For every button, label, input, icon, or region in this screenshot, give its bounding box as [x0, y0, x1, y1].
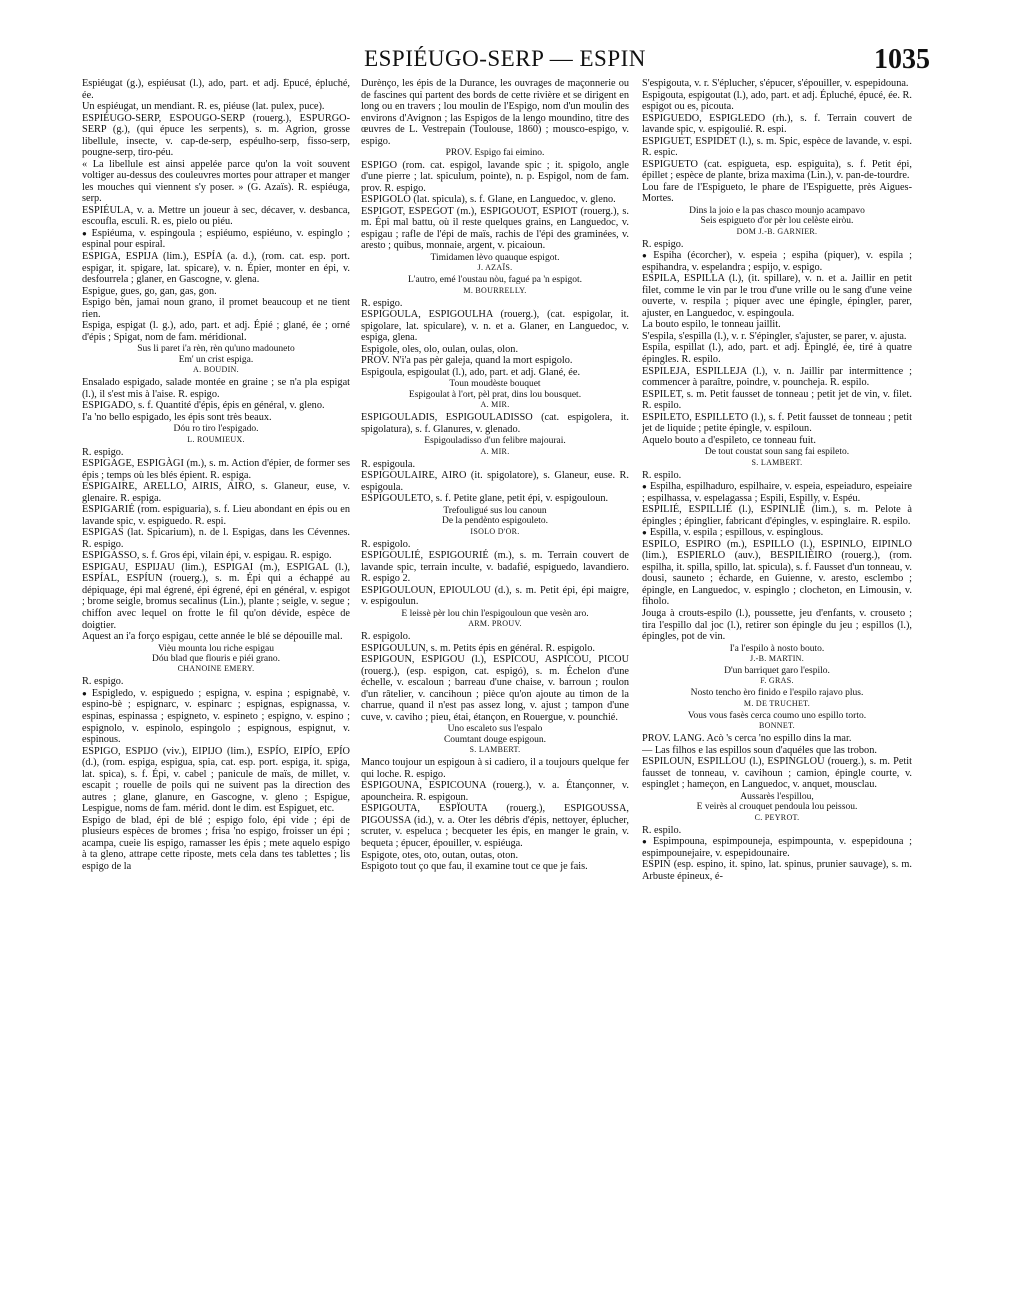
dictionary-entry: ESPIGAIRE, ARELLO, AIRIS, AIRO, s. Glaneur, euse, v. glenaire. R. espiga. — [82, 481, 350, 504]
page-number: 1035 — [874, 44, 930, 75]
dictionary-entry: Espigoto tout ço que fau, il examine tout ce que je fais. — [361, 861, 588, 873]
quote-author: M. BOURRELLY. — [463, 285, 527, 295]
dictionary-entry: S'espigouta, v. r. S'éplucher, s'épucer, s'épouiller, v. espepidouna. — [642, 78, 909, 89]
quote-author: J.-B. MARTIN. — [749, 654, 805, 664]
verse-quote: E leissè pèr lou chin l'espigouloun que vesèn aro. — [401, 608, 589, 619]
column-left — [82, 78, 350, 1243]
verse-quote: Sus li paret i'a rèn, rèn qu'uno madouneto Em' un crist espiga. — [137, 344, 295, 365]
quote-author: F. GRAS. — [760, 676, 794, 686]
dictionary-entry: PROV. LANG. Acò 's cerca 'no espillo dins la mar. — [642, 733, 852, 745]
quote-author: C. PEYROT. — [754, 812, 800, 822]
quote-author: S. LAMBERT. — [469, 745, 521, 755]
dictionary-entry: ESPIGOULOUN, EPIOULOU (d.), s. m. Petit épi, épi maigre, v. espigoulun. — [361, 584, 629, 608]
quote-author: ISOLO D'OR. — [470, 526, 520, 536]
dictionary-entry: ESPIÉULA, v. a. Mettre un joueur à sec, décaver, v. desbanca, escoufla, esculi. R. es, pielo ou piéu. — [82, 204, 350, 228]
column-middle — [361, 78, 629, 1243]
dictionary-entry: ESPILEJA, ESPILLEJA (l.), v. n. Jaillir par intermittence ; commencer à paraître, poindre, v. pouncheja. R. espilo. — [642, 365, 912, 389]
verse-quote: Dóu ro tiro l'espigado. — [173, 424, 259, 435]
verse-quote: Toun moudèste bouquet Espigoulat à l'ort, pèl prat, dins lou bousquet. — [408, 379, 582, 400]
dictionary-entry: ESPIGAU, ESPIJAU (lim.), ESPIGAI (m.), ESPIGAL (l.), ESPÍAL, ESPÍUN (rouerg.), s. m. Épi qui a échappé au dépiquage, épi mal égrené, épi égrené, épi en général, v. espigot ; brome seigle, bromus secalinus (Lin.), plante ; seigle, v. segue ; chiffon avec lequel on frotte le fil qu'on dévide, espèce de doigtier. — [82, 561, 350, 631]
cross-reference-entry: ● Espilla, v. espila ; espillous, v. espinglous. — [642, 527, 912, 539]
verse-quote: Vièu mounta lou riche espigau Dóu blad que flouris e piéi grano. — [152, 643, 280, 665]
verse-quote: Vous vous fasès cerca coumo uno espillo torto. — [687, 710, 867, 721]
dictionary-entry: ESPIGARIÉ (rom. espiguaria), s. f. Lieu abondant en épis ou en lavande spic, v. espiguedo. R. espi. — [82, 504, 350, 527]
verse-quote: I'a l'espilo à nosto bouto. — [729, 643, 825, 654]
dictionary-entry: — Las filhos e las espillos soun d'aquéles que las trobon. — [642, 744, 877, 756]
dictionary-entry: ESPILO, ESPIRO (m.), ESPILLO (l.), ESPINLO, EIPINLO (lim.), ESPIERLO (auv.), BESPILIÈIRO (rouerg.), (rom. espilha, it. spilla, spillo, lat. spicula), s. f. Fausset d'un tonneau, v. dousi, sauneto ; écharde, en Guienne, v. aresto, esclembo ; épingle, en Languedoc, v. espinglo ; clocheton, en Limousin, v. fiholo. — [642, 538, 912, 608]
quote-author: A. BOUDIN. — [193, 365, 239, 375]
verse-quote: Aussarès l'espillou, E veirès al crouquet pendoula lou peissou. — [696, 791, 858, 813]
dictionary-entry: R. espigolo. — [361, 631, 411, 643]
dictionary-entry: ESPIGUETO (cat. espigueta, esp. espiguita), s. f. Petit épi, épillet ; espèce de plante, briza maxima (Lin.), v. pan-de-tourdre. — [642, 158, 912, 182]
dictionary-entry: Manco toujour un espigoun à si cadiero, il a toujours quelque fer qui loche. R. espigo. — [361, 757, 629, 780]
dictionary-entry: ESPIGOLO (lat. spicula), s. f. Glane, en Languedoc, v. gleno. — [361, 194, 616, 206]
dictionary-entry: ESPILETO, ESPILLETO (l.), s. f. Petit fausset de tonneau ; petit jet de liquide ; petite épingle, v. espiloun. — [642, 411, 912, 435]
dictionary-entry: ESPIGUEDO, ESPIGLEDO (rh.), s. f. Terrain couvert de lavande spic, v. espigoulié. R. espi. — [642, 112, 912, 136]
dictionary-entry: Durènço, les épis de la Durance, les ouvrages de maçonnerie ou de fascines qui partent des bords de cette rivière et se dirigent en long ou en travers ; lou moulin de l'Espigo, nom d'un moulin des environs d'Avignon ; las Espigos de la lengo moundino, titre des œuvres de L. Vestrepain (Toulouse, 1860) ; mousco-espigo, v. espigo. — [361, 78, 629, 147]
dictionary-entry: S'espila, s'espilla (l.), v. r. S'épingler, s'ajuster, se parer, v. ajusta. — [642, 330, 907, 342]
dictionary-entry: ESPIGOT, ESPEGOT (m.), ESPIGOUOT, ESPIOT (rouerg.), s. m. Épi mal battu, où il reste quelques grains, en Languedoc, v. espigau ; rafle de l'épi de maïs, rachis de l'épi des graminées, v. aresto ; quibus, monnaie, argent, v. picaioun. — [361, 205, 629, 252]
dictionary-entry: ESPIÉUGO-SERP, ESPOUGO-SERP (rouerg.), ESPURGO-SERP (g.), (qui épuce les serpents), s. m. Agrion, grosse libellule, insecte, v. cap-de-serp, espéulho-serp, fisso-serp, pougne-serp, tiro-péu. — [82, 112, 350, 159]
dictionary-entry: R. espigolo. — [361, 538, 411, 550]
dictionary-entry: ESPIGOULA, ESPIGOULHA (rouerg.), (cat. espigolar, it. spigolare, lat. spiculare), v. n. et a. Glaner, en Languedoc, v. espiga, glena. — [361, 309, 629, 344]
quote-author: DOM J.-B. GARNIER. — [736, 226, 818, 236]
dictionary-entry: Espila, espillat (l.), ado, part. et adj. Épinglé, ée, tiré à quatre épingles. R. espilo. — [642, 342, 912, 365]
dictionary-entry: Un espiéugat, un mendiant. R. es, piéuse (lat. pulex, puce). — [82, 101, 325, 113]
dictionary-entry: ESPIGOULETO, s. f. Petite glane, petit épi, v. espigouloun. — [361, 493, 609, 505]
quote-author: J. AZAÏS. — [477, 263, 513, 273]
verse-quote: De tout coustat soun sang fai espileto. — [704, 447, 850, 458]
cross-reference-entry: ● Espiha (écorcher), v. espeia ; espiha (piquer), v. espila ; espihandra, v. espelandra ; espijo, v. espigo. — [642, 250, 912, 273]
dictionary-entry: R. espigo. — [642, 238, 684, 250]
verse-quote: Uno escaleto sus l'espalo Coumtant douge espigoun. — [443, 724, 547, 745]
dictionary-entry: Jouga à crouts-espilo (l.), poussette, jeu d'enfants, v. crouseto ; tira l'espillo dal joc (l.), retirer son épingle du jeu ; espillos (l.), épingles, pot de vin. — [642, 608, 912, 643]
dictionary-entry: ESPIGOUNA, ESPICOUNA (rouerg.), v. a. Étançonner, v. apouncheira. R. espigoun. — [361, 780, 629, 803]
dictionary-entry: R. espigo. — [361, 297, 403, 309]
dictionary-entry: ESPIGOULAIRE, AIRO (it. spigolatore), s. Glaneur, euse. R. espigoula. — [361, 470, 629, 493]
dictionary-entry: ESPILET, s. m. Petit fausset de tonneau ; petit jet de vin, v. filet. R. espilo. — [642, 388, 912, 412]
dictionary-entry: PROV. N'i'a pas pèr galeja, quand la mort espigolo. — [361, 355, 573, 367]
cross-reference-entry: ● Espimpouna, espimpouneja, espimpounta, v. espepidouna ; espimpounejaire, v. espepidounaire. — [642, 836, 912, 859]
cross-reference-entry: ● Espilha, espilhaduro, espilhaire, v. espeia, espeiaduro, espeiaire ; espilhassa, v. espelagassa ; Espili, Espilly, v. Espéu. — [642, 481, 912, 504]
page-header — [80, 44, 930, 76]
dictionary-entry: ESPIGOUN, ESPIGOU (l.), ESPICOU, ASPICOU, PICOU (rouerg.), (esp. espigon, cat. espigó), s. m. Échelon d'une échelle, v. escaloun ; barreau d'une chaise, v. barroun ; roulon d'un râtelier, v. cancihoun ; pièce qu'on ajoute au timon de la charrue, quand il n'est pas assez long, v. ajust ; tampon d'une cuve, v. caviho ; pieu, étai, étançon, en Rouergue, v. pounchié. — [361, 654, 629, 723]
dictionary-entry: Ensalado espigado, salade montée en graine ; se n'a pla espigat (l.), il s'est mis à l'aise. R. espigo. — [82, 377, 350, 400]
dictionary-entry: R. espigo. — [82, 676, 124, 688]
verse-quote: Timidamen lèvo quauque espigot. — [430, 252, 560, 263]
dictionary-entry: R. espilo. — [642, 824, 682, 836]
quote-author: CHANOINE EMERY. — [177, 664, 255, 674]
verse-quote: PROV. Espigo fai eimino. — [445, 148, 545, 159]
dictionary-entry: ESPILIÉ, ESPILLIÉ (l.), ESPINLIÉ (lim.), s. m. Pelote à épingles ; épinglier, fabricant d'épingles, v. espinglaire. R. espilo. — [642, 504, 912, 527]
verse-quote: Trefouligué sus lou canoun De la pendènto espigouleto. — [441, 505, 549, 527]
quote-author: S. LAMBERT. — [751, 457, 803, 467]
dictionary-entry: ESPIGOULIÉ, ESPIGOURIÉ (m.), s. m. Terrain couvert de lavande spic, terrain inculte, v. badafié, espiguedo, lavandiero. R. espigo 2. — [361, 550, 629, 585]
dictionary-entry: ESPIGAGE, ESPIGÀGI (m.), s. m. Action d'épier, de former ses épis ; temps où les blés épient. R. espiga. — [82, 458, 350, 481]
dictionary-entry: « La libellule est ainsi appelée parce qu'on la voit souvent voltiger au-dessus des couleuvres mortes pour attraper et manger les mouches qui viennent s'y poser. » (G. Azaïs). R. espiéuga, serp. — [82, 158, 350, 205]
quote-author: ARM. PROUV. — [468, 619, 522, 629]
verse-quote: Nosto tencho èro finido e l'espilo rajavo plus. — [690, 688, 864, 699]
dictionary-entry: ESPIGASSO, s. f. Gros épi, vilain épi, v. espigau. R. espigo. — [82, 550, 332, 562]
dictionary-entry: Lou fare de l'Espigueto, le phare de l'Espiguette, près Aigues-Mortes. — [642, 181, 912, 205]
quote-author: M. DE TRUCHET. — [743, 698, 811, 708]
dictionary-entry: Aquest an i'a forço espigau, cette année le blé se dépouille mal. — [82, 631, 343, 643]
dictionary-entry: ESPIGADO, s. f. Quantité d'épis, épis en général, v. gleno. — [82, 400, 325, 412]
dictionary-entry: ESPILOUN, ESPILLOU (l.), ESPINGLOU (rouerg.), s. m. Petit fausset de tonneau, v. cavihoun ; camion, épingle courte, v. espinglet ; hameçon, en Languedoc, v. anquet, mousclau. — [642, 756, 912, 791]
running-title: ESPIÉUGO-SERP — ESPIN — [364, 46, 646, 71]
dictionary-entry: Espigouta, espigoutat (l.), ado, part. et adj. Épluché, épucé, ée. R. espigot ou es, picouta. — [642, 89, 912, 113]
verse-quote: D'un barriquet garo l'espilo. — [724, 665, 830, 676]
dictionary-entry: ESPILA, ESPILLA (l.), (it. spillare), v. n. et a. Jaillir en petit filet, comme le vin par le trou d'une vrille ou le sang d'une veine ouverte, v. respila ; piquer avec une épingle, épingler, parer, ajuster, en Languedoc, v. espingoula. — [642, 273, 912, 319]
dictionary-entry: Espigo bèn, jamai noun grano, il promet beaucoup et ne tient rien. — [82, 297, 350, 320]
quote-author: A. MIR. — [480, 446, 510, 456]
dictionary-entry: ESPIN (esp. espino, it. spino, lat. spinus, prunier sauvage), s. m. Arbuste épineux, é- — [642, 859, 912, 882]
dictionary-entry: ESPIGUET, ESPIDET (l.), s. m. Spic, espèce de lavande, v. espi. R. espic. — [642, 135, 912, 159]
dictionary-entry: R. espigoula. — [361, 458, 416, 470]
cross-reference-entry: ● Espigledo, v. espiguedo ; espigna, v. espina ; espignabè, v. espino-bè ; espignarc, v. espinarc ; espignas, espignassa, v. espinas, espinassa ; espigneto, v. espineto ; espigno, v. espino ; espignolo, v. espinolo, espingolo ; espignous, espignut, v. espinous. — [82, 688, 350, 746]
dictionary-entry: R. espilo. — [642, 469, 682, 481]
dictionary-entry: R. espigo. — [82, 446, 124, 458]
dictionary-entry: ESPIGAS (lat. Spicarium), n. de l. Espigas, dans les Cévennes. R. espigo. — [82, 527, 350, 550]
dictionary-entry: I'a 'no bello espigado, les épis sont très beaux. — [82, 411, 272, 423]
dictionary-entry: ESPIGO (rom. cat. espigol, lavande spic ; it. spigolo, angle d'une pierre ; lat. spiculum, pointe), n. p. Espigol, nom de fam. prov. R. espigo. — [361, 159, 629, 194]
dictionary-entry: La bouto espilo, le tonneau jaillit. — [642, 319, 781, 331]
dictionary-entry: Espigue, gues, go, gan, gas, gon. — [82, 285, 217, 297]
verse-quote: Dins la joio e la pas chasco mounjo acampavo Seis espigueto d'or pèr lou celèste eiròu. — [689, 205, 865, 227]
dictionary-entry: Espigote, otes, oto, outan, outas, oton. — [361, 849, 519, 861]
dictionary-entry: Espigoula, espigoulat (l.), ado, part. et adj. Glané, ée. — [361, 366, 581, 378]
dictionary-entry: ESPIGOUTA, ESPÏOUTA (rouerg.), ESPIGOUSSA, PIGOUSSA (id.), v. a. Oter les débris d'épis, nettoyer, éplucher, scruter, v. espeluca ; becqueter les épis, en manger le grain, v. bequeta ; épucer, épouiller, v. espiéuga. — [361, 803, 629, 849]
dictionary-entry: Espigole, oles, olo, oulan, oulas, olon. — [361, 343, 519, 355]
dictionary-entry: Espiéugat (g.), espiéusat (l.), ado, part. et adj. Épucé, épluché, ée. — [82, 78, 350, 101]
dictionary-entry: ESPIGA, ESPIJA (lim.), ESPÍA (a. d.), (rom. cat. esp. port. espigar, it. spigare, lat. spicare), v. n. Épier, monter en épi, v. desfourrela ; glaner, en Gascogne, v. glena. — [82, 250, 350, 286]
dictionary-entry: ESPIGO, ESPIJO (viv.), EIPIJO (lim.), ESPÍO, EIPÍO, EPÍO (d.), (rom. espiga, espigua, spia, cat. esp. port. espiga, it. spiga, lat. spica), s. f. Épi, v. cabel ; panicule de maïs, de millet, v. escapit ; rouelle de poils qui ne suivent pas la direction des autres ; glane, glanure, en Gascogne, v. gleno ; Espigue, Lespigue, noms de fam. mérid. dont le dim. est Espiguet, etc. — [82, 745, 350, 815]
dictionary-entry: Aquelo bouto a d'espileto, ce tonneau fuit. — [642, 434, 816, 446]
quote-author: A. MIR. — [480, 400, 510, 410]
column-right — [642, 78, 912, 1243]
quote-author: BONNET. — [759, 721, 795, 731]
cross-reference-entry: ● Espiéuma, v. espingoula ; espiéumo, espiéuno, v. espinglo ; espinal pour espiral. — [82, 228, 350, 251]
dictionary-entry: ESPIGOULUN, s. m. Petits épis en général. R. espigolo. — [361, 642, 595, 654]
dictionary-entry: Espiga, espigat (l. g.), ado, part. et adj. Épié ; glané, ée ; orné d'épis ; Spigat, nom de fam. méridional. — [82, 320, 350, 343]
dictionary-entry: Espigo de blad, épi de blé ; espigo folo, épi vide ; épi de plusieurs espèces de bromes ; frisa 'no espigo, froisser un épi ; acampa, cueie lis espigo, ramasser les épis ; mete aquelo espigo à ta gleno, attrape cette riposte, mets cela dans tes tablettes ; lis espigo de la — [82, 814, 350, 872]
dictionary-entry: ESPIGOULADIS, ESPIGOULADISSO (cat. espigolera, it. spigolatura), s. f. Glanures, v. glenado. — [361, 412, 629, 435]
verse-quote: L'autro, emé l'oustau nòu, fagué pa 'n espigot. — [408, 275, 582, 286]
verse-quote: Espigouladisso d'un felibre majourai. — [424, 436, 566, 447]
quote-author: L. ROUMIEUX. — [187, 434, 245, 444]
